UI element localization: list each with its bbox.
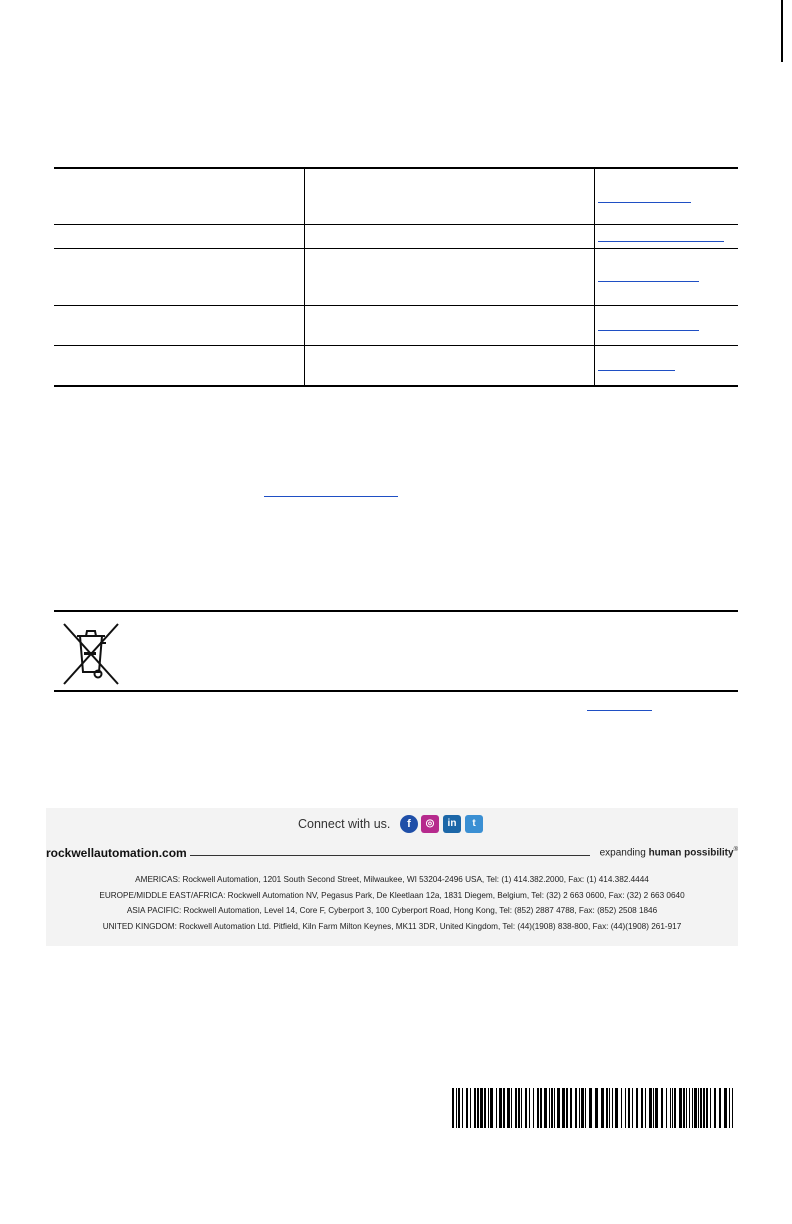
barcode-bar xyxy=(537,1088,539,1128)
tagline xyxy=(600,847,738,858)
barcode-bar xyxy=(649,1088,652,1128)
table-cell-resource xyxy=(54,225,305,248)
barcode-bar xyxy=(484,1088,486,1128)
address-line: ASIA PACIFIC: Rockwell Automation, Level 14, Core F, Cyberport 3, 100 Cyberport Road, Hong Kong, Tel: (852) 2887 4788, Fax: (852) 2508 1846 xyxy=(126,906,658,915)
table-cell-resource xyxy=(54,306,305,345)
tagline-prefix: expanding xyxy=(599,847,649,859)
barcode-bar xyxy=(499,1088,502,1128)
barcode-bar xyxy=(641,1088,643,1128)
barcode-bar xyxy=(729,1088,730,1128)
barcode-bar xyxy=(529,1088,530,1128)
barcode-bar xyxy=(562,1088,565,1128)
barcode-bar xyxy=(585,1088,586,1128)
twitter-icon[interactable]: t xyxy=(465,815,483,833)
barcode-bar xyxy=(645,1088,646,1128)
barcode-bar xyxy=(700,1088,702,1128)
barcode-bar xyxy=(458,1088,460,1128)
table-cell-resource xyxy=(54,249,305,305)
barcode-bar xyxy=(452,1088,454,1128)
barcode-bar xyxy=(544,1088,547,1128)
barcode-bar xyxy=(724,1088,727,1128)
barcode-bar xyxy=(581,1088,584,1128)
barcode-bar xyxy=(686,1088,687,1128)
barcode-bar xyxy=(674,1088,676,1128)
table-cell-description xyxy=(305,169,595,224)
table-cell-link xyxy=(595,225,738,248)
barcode-bar xyxy=(518,1088,520,1128)
barcode-bar xyxy=(621,1088,622,1128)
barcode-bar xyxy=(496,1088,497,1128)
barcode-bar xyxy=(653,1088,654,1128)
address-line: EUROPE/MIDDLE EAST/AFRICA: Rockwell Automation NV, Pegasus Park, De Kleetlaan 12a, 1831 Diegem, Belgium, Tel: (32) 2 663 0600, Fax: (32) 2 663 0640 xyxy=(99,890,685,900)
table-cell-description xyxy=(305,249,595,305)
barcode-bar xyxy=(515,1088,517,1128)
barcode-bar xyxy=(692,1088,693,1128)
barcode-bar xyxy=(689,1088,690,1128)
connect-bar xyxy=(46,808,738,842)
barcode-bar xyxy=(566,1088,568,1128)
barcode-bar xyxy=(710,1088,711,1128)
barcode-bar xyxy=(480,1088,483,1128)
table-cell-resource xyxy=(54,346,305,385)
barcode-bar xyxy=(507,1088,510,1128)
table-cell-link xyxy=(595,249,738,305)
linkedin-icon[interactable]: in xyxy=(443,815,461,833)
table-cell-link xyxy=(595,346,738,385)
barcode-bar xyxy=(628,1088,630,1128)
table-cell-link xyxy=(595,306,738,345)
address-line: UNITED KINGDOM: Rockwell Automation Ltd. Pitfield, Kiln Farm Milton Keynes, MK11 3DR, United Kingdom, Tel: (44)(1908) 838-800, Fax: (44)(1908) 261-917 xyxy=(102,921,682,931)
table-row xyxy=(54,225,738,249)
crossed-out-wheelie-bin-icon xyxy=(60,622,122,686)
barcode-bar xyxy=(470,1088,471,1128)
barcode-bar xyxy=(609,1088,610,1128)
barcode-bar xyxy=(570,1088,572,1128)
barcode-bar xyxy=(698,1088,699,1128)
barcode-bar xyxy=(595,1088,598,1128)
resource-table xyxy=(54,167,738,387)
crop-mark xyxy=(781,0,783,62)
barcode-bar xyxy=(554,1088,555,1128)
barcode-bar xyxy=(490,1088,493,1128)
weee-link[interactable] xyxy=(587,710,652,711)
barcode-bar xyxy=(670,1088,671,1128)
brand-row xyxy=(46,846,738,864)
barcode-bar xyxy=(551,1088,553,1128)
barcode-bar xyxy=(679,1088,682,1128)
barcode-bar xyxy=(694,1088,697,1128)
barcode-bar xyxy=(706,1088,708,1128)
table-cell-link xyxy=(595,169,738,224)
barcode-bar xyxy=(525,1088,527,1128)
table-cell-resource xyxy=(54,169,305,224)
barcode-bar xyxy=(575,1088,577,1128)
resource-link[interactable] xyxy=(598,370,675,371)
barcode-bar xyxy=(666,1088,667,1128)
barcode-bar xyxy=(511,1088,512,1128)
website-link[interactable]: rockwellautomation.com xyxy=(46,846,187,860)
table-row xyxy=(54,346,738,385)
back-cover-footer xyxy=(46,808,738,946)
resource-link[interactable] xyxy=(598,241,724,242)
barcode-bar xyxy=(612,1088,613,1128)
barcode-bar xyxy=(606,1088,608,1128)
barcode-bar xyxy=(549,1088,550,1128)
barcode-bar xyxy=(601,1088,604,1128)
barcode-bar xyxy=(456,1088,457,1128)
barcode-bar xyxy=(521,1088,522,1128)
divider xyxy=(190,855,590,856)
tagline-bold: human possibility xyxy=(648,847,734,859)
barcode-bar xyxy=(503,1088,505,1128)
barcode-bar xyxy=(615,1088,618,1128)
barcode-bar xyxy=(533,1088,534,1128)
barcode-bar xyxy=(466,1088,468,1128)
registered-mark: ® xyxy=(733,847,738,853)
resource-link[interactable] xyxy=(598,281,699,282)
table-cell-description xyxy=(305,346,595,385)
resource-link[interactable] xyxy=(598,202,691,203)
address-line: AMERICAS: Rockwell Automation, 1201 South Second Street, Milwaukee, WI 53204-2496 USA, Tel: (1) 414.382.2000, Fax: (1) 414.382.4444 xyxy=(135,875,649,884)
barcode-bar xyxy=(632,1088,633,1128)
barcode-bar xyxy=(655,1088,658,1128)
connect-label: Connect with us. xyxy=(298,817,391,831)
weee-notice xyxy=(54,610,738,692)
barcode-bar xyxy=(683,1088,685,1128)
barcode-bar xyxy=(703,1088,705,1128)
barcode-bar xyxy=(625,1088,626,1128)
instagram-icon[interactable]: ◎ xyxy=(421,815,439,833)
table-row xyxy=(54,249,738,306)
table-row xyxy=(54,306,738,346)
barcode-bar xyxy=(589,1088,592,1128)
barcode-bar xyxy=(719,1088,721,1128)
barcode-bar xyxy=(661,1088,663,1128)
barcode-bar xyxy=(477,1088,479,1128)
barcode-bar xyxy=(579,1088,580,1128)
table-row xyxy=(54,169,738,225)
table-cell-description xyxy=(305,306,595,345)
barcode-bar xyxy=(474,1088,476,1128)
barcode-bar xyxy=(540,1088,542,1128)
barcode-bar xyxy=(462,1088,463,1128)
barcode-bar xyxy=(636,1088,638,1128)
barcode-bar xyxy=(732,1088,733,1128)
facebook-icon[interactable]: f xyxy=(400,815,418,833)
barcode-bar xyxy=(714,1088,716,1128)
barcode-bar xyxy=(488,1088,489,1128)
table-cell-description xyxy=(305,225,595,248)
barcode-bar xyxy=(672,1088,673,1128)
resource-link[interactable] xyxy=(598,330,699,331)
office-addresses xyxy=(46,872,738,934)
barcode xyxy=(452,1088,736,1128)
barcode-bar xyxy=(557,1088,560,1128)
body-inline-link[interactable] xyxy=(264,496,398,497)
